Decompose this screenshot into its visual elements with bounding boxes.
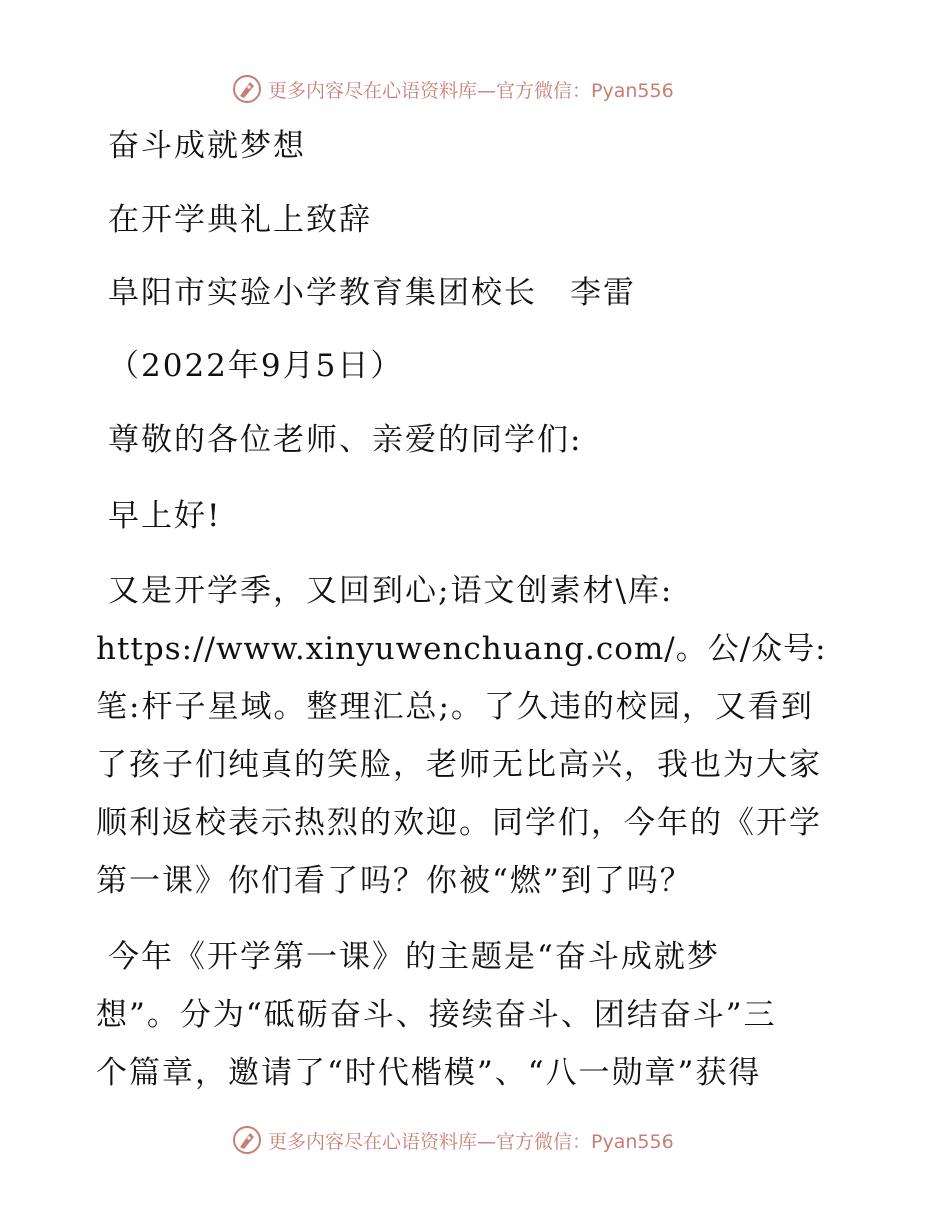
watermark-text: 更多内容尽在心语资料库—官方微信：Pyan556 — [268, 79, 674, 102]
speech-title: 奋斗成就梦想 — [108, 128, 306, 164]
paragraph-1-line-3: 笔:杆子星域。整理汇总;。了久违的校园，又看到 — [96, 689, 814, 725]
pen-nib-icon — [232, 1125, 262, 1155]
paragraph-1-line-4: 了孩子们纯真的笑脸，老师无比高兴，我也为大家 — [96, 747, 822, 783]
paragraph-1-line-1: 又是开学季，又回到心;语文创素材\库: — [108, 573, 674, 609]
speech-subtitle: 在开学典礼上致辞 — [108, 202, 372, 238]
pen-nib-icon — [232, 74, 262, 104]
paragraph-2-line-3: 个篇章，邀请了“时代楷模”、“八一勋章”获得 — [96, 1055, 762, 1091]
paragraph-2-line-2: 想”。分为“砥砺奋斗、接续奋斗、团结奋斗”三 — [96, 997, 777, 1033]
paragraph-1-line-2: https://www.xinyuwenchuang.com/。公/众号: — [96, 631, 827, 667]
watermark-text: 更多内容尽在心语资料库—官方微信：Pyan556 — [268, 1130, 674, 1153]
greeting: 早上好! — [108, 498, 222, 534]
speaker-line: 阜阳市实验小学教育集团校长 李雷 — [108, 275, 636, 311]
salutation: 尊敬的各位老师、亲爱的同学们: — [108, 422, 583, 458]
date-line: （2022年9月5日） — [108, 348, 404, 384]
paragraph-1-line-6: 第一课》你们看了吗？你被“燃”到了吗？ — [96, 863, 693, 899]
paragraph-1-line-5: 顺利返校表示热烈的欢迎。同学们，今年的《开学 — [96, 805, 822, 841]
paragraph-2-line-1: 今年《开学第一课》的主题是“奋斗成就梦 — [108, 939, 720, 975]
watermark-footer — [232, 1123, 712, 1157]
watermark-header — [232, 72, 712, 106]
